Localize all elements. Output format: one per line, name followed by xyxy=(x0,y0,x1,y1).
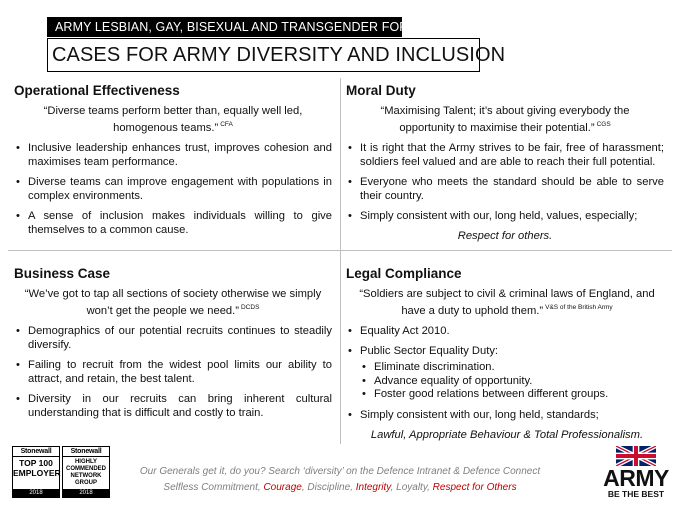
bullet-list xyxy=(14,324,332,420)
sub-bullet-list xyxy=(360,361,668,402)
army-logo-text: ARMY xyxy=(603,465,669,491)
quote-source: DCDS xyxy=(240,304,260,311)
section-quote: “We’ve got to tap all sections of society otherwise we simply won’t get the people we need.” $^{DCDS}$ xyxy=(24,288,322,317)
moral-duty-section xyxy=(346,82,664,243)
list-item: • Failing to recruit from the widest pool limits our ability to attract, and retain, the best talent. xyxy=(14,358,332,386)
sub-list-item: • Advance equality of opportunity. xyxy=(360,375,668,389)
stonewall-top100-badge: Stonewall TOP 100 EMPLOYER 2018 xyxy=(13,448,61,496)
stonewall-network-group-badge: Stonewall HIGHLY COMMENDED NETWORK GROUP 2018 xyxy=(62,446,110,498)
closing-statement: Respect for others. xyxy=(457,230,553,242)
section-heading: Business Case xyxy=(14,266,111,281)
vertical-divider xyxy=(340,78,341,444)
value-integrity: Integrity xyxy=(355,482,391,493)
section-heading: Moral Duty xyxy=(346,83,416,98)
footer-values: Selfless Commitment, Courage, Discipline, Integrity, Loyalty, Respect for Others xyxy=(163,482,517,493)
list-item: • Diversity in our recruits can bring inherent cultural understanding that is difficult and costly to train. xyxy=(14,392,332,420)
page-title: CASES FOR ARMY DIVERSITY AND INCLUSION xyxy=(47,38,480,72)
bullet-list xyxy=(346,141,664,223)
list-item: • Demographics of our potential recruits continues to steadily diversify. xyxy=(14,324,332,352)
form-subtitle: ARMY LESBIAN, GAY, BISEXUAL AND TRANSGENDER FORM xyxy=(47,17,402,37)
section-quote: “Maximising Talent; it’s about giving everybody the opportunity to maximise their potential.” $^{CGS}$ xyxy=(380,105,630,134)
value-respect-for-others: Respect for Others xyxy=(432,482,517,493)
legal-compliance-section xyxy=(346,265,668,442)
list-item: • Equality Act 2010. xyxy=(346,324,668,338)
list-item: • Everyone who meets the standard should be able to serve their country. xyxy=(346,175,664,203)
closing-statement: Lawful, Appropriate Behaviour & Total Professionalism. xyxy=(370,428,644,441)
sub-list-item: • Foster good relations between different groups. xyxy=(360,388,668,402)
list-item: • A sense of inclusion makes individuals willing to give themselves to a common cause. xyxy=(14,209,332,237)
list-item: • Public Sector Equality Duty: • Eliminate discrimination. • Advance equality of opportunity. • Foster good relations between different groups. xyxy=(346,344,668,402)
section-heading: Legal Compliance xyxy=(346,266,462,281)
footer-call-to-action: Our Generals get it, do you? Search ‘diversity’ on the Defence Intranet & Defence Connect xyxy=(139,466,541,477)
business-case-section xyxy=(14,265,332,426)
value-selfless-commitment: Selfless Commitment xyxy=(163,482,258,493)
list-item: • It is right that the Army strives to be fair, free of harassment; soldiers feel valued and are able to reach their full potential. xyxy=(346,141,664,169)
bullet-list xyxy=(346,324,668,422)
quote-source: CGS xyxy=(596,121,611,128)
army-tagline: BE THE BEST xyxy=(607,489,665,499)
list-item: • Inclusive leadership enhances trust, improves cohesion and maximises team performance. xyxy=(14,141,332,169)
section-quote: “Diverse teams perform better than, equally well led, homogenous teams.” $^{CFA}$ xyxy=(43,105,303,134)
list-item: • Simply consistent with our, long held, values, especially; xyxy=(346,209,664,223)
section-heading: Operational Effectiveness xyxy=(14,83,180,98)
sub-list-item: • Eliminate discrimination. xyxy=(360,361,668,375)
value-loyalty: Loyalty xyxy=(396,482,428,493)
value-discipline: Discipline xyxy=(307,482,351,493)
union-flag-icon xyxy=(616,446,656,466)
operational-effectiveness-section xyxy=(14,82,332,243)
quote-source: CFA xyxy=(220,121,233,128)
bullet-list xyxy=(14,141,332,237)
section-quote: “Soldiers are subject to civil & criminal laws of England, and have a duty to uphold them.” $^{V\&S of the British Army}$ xyxy=(359,288,655,317)
list-item: • Simply consistent with our, long held, standards; xyxy=(346,408,668,422)
list-item: • Diverse teams can improve engagement with populations in complex environments. xyxy=(14,175,332,203)
value-courage: Courage xyxy=(263,482,302,493)
quote-source: V&S of the British Army xyxy=(545,304,613,311)
